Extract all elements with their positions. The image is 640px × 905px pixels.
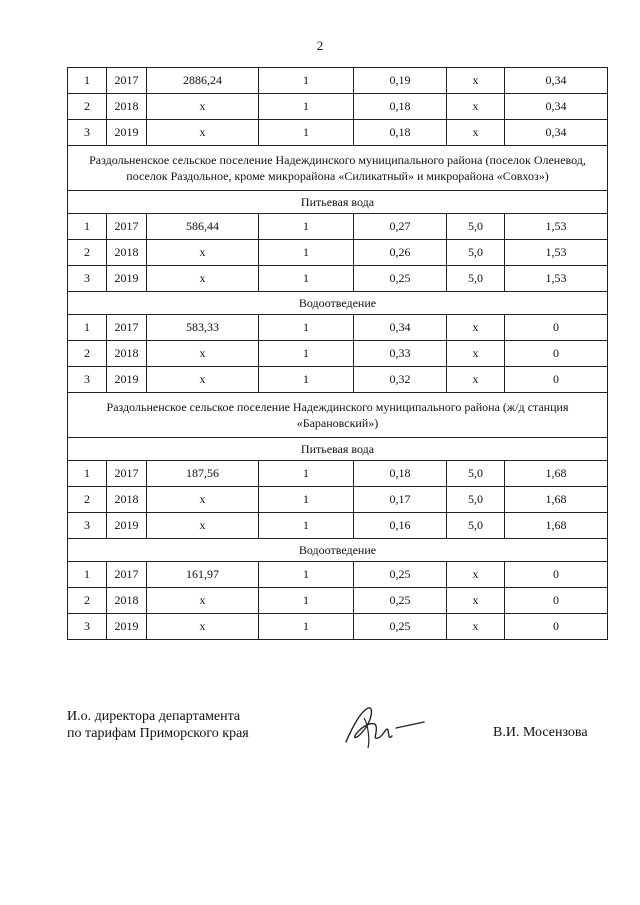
table-cell: 2018 (107, 240, 147, 266)
table-cell: 1 (259, 614, 354, 640)
table-row (68, 461, 608, 487)
subsection-header-row (68, 539, 608, 562)
table-cell: 0,18 (354, 461, 447, 487)
table-cell: 3 (68, 120, 107, 146)
table-cell: 1 (259, 341, 354, 367)
table-cell: 2017 (107, 214, 147, 240)
table-cell: 0,26 (354, 240, 447, 266)
signatory-title (67, 708, 249, 742)
table-cell: 0,34 (505, 94, 608, 120)
table-cell: 0,18 (354, 94, 447, 120)
table-cell: х (147, 266, 259, 292)
table-cell: 2019 (107, 614, 147, 640)
subsection-title: Водоотведение (68, 292, 608, 315)
table-cell: 1,53 (505, 266, 608, 292)
table-cell: х (447, 367, 505, 393)
table-cell: 1 (259, 588, 354, 614)
table-cell: 3 (68, 513, 107, 539)
table-cell: 161,97 (147, 562, 259, 588)
table-cell: 0,33 (354, 341, 447, 367)
table-cell: х (147, 341, 259, 367)
table-cell: х (147, 120, 259, 146)
subsection-header-row (68, 438, 608, 461)
table-cell: х (447, 315, 505, 341)
table-cell: 2019 (107, 513, 147, 539)
table-cell: х (147, 487, 259, 513)
handwritten-signature (338, 700, 428, 750)
table-cell: 2 (68, 240, 107, 266)
section-header-row (68, 393, 608, 438)
table-row (68, 266, 608, 292)
table-cell: 1 (259, 487, 354, 513)
table-cell: 0 (505, 315, 608, 341)
table-row (68, 588, 608, 614)
table-row (68, 240, 608, 266)
signatory-title-line2: по тарифам Приморского края (67, 726, 249, 741)
table-cell: х (147, 240, 259, 266)
table-cell: 5,0 (447, 461, 505, 487)
table-cell: 1 (68, 68, 107, 94)
subsection-title: Питьевая вода (68, 438, 608, 461)
table-cell: 1 (259, 240, 354, 266)
table-cell: 0 (505, 341, 608, 367)
table-cell: 1 (259, 214, 354, 240)
table-cell: 2017 (107, 562, 147, 588)
signatory-title-line1: И.о. директора департамента (67, 709, 241, 724)
table-cell: х (147, 588, 259, 614)
table-cell: 1,68 (505, 461, 608, 487)
table-cell: 1 (259, 266, 354, 292)
table-cell: 2019 (107, 266, 147, 292)
table-cell: 1 (68, 562, 107, 588)
table-cell: 2019 (107, 367, 147, 393)
table-cell: 1,68 (505, 513, 608, 539)
subsection-header-row (68, 191, 608, 214)
table-cell: 5,0 (447, 266, 505, 292)
table-cell: 0,17 (354, 487, 447, 513)
table-cell: 1 (259, 461, 354, 487)
table-cell: 3 (68, 367, 107, 393)
table-cell: х (447, 94, 505, 120)
table-cell: 3 (68, 266, 107, 292)
table-cell: 1 (68, 315, 107, 341)
table-cell: 1 (259, 68, 354, 94)
table-cell: х (447, 614, 505, 640)
table-row (68, 614, 608, 640)
table-cell: 2018 (107, 94, 147, 120)
table-cell: 5,0 (447, 513, 505, 539)
table-cell: х (147, 513, 259, 539)
table-row (68, 214, 608, 240)
table-row (68, 367, 608, 393)
table-cell: 586,44 (147, 214, 259, 240)
table-cell: 0,16 (354, 513, 447, 539)
table-cell: 0,34 (505, 68, 608, 94)
table-cell: 2 (68, 94, 107, 120)
table-cell: х (447, 120, 505, 146)
table-row (68, 94, 608, 120)
table-cell: 2886,24 (147, 68, 259, 94)
table-cell: 2019 (107, 120, 147, 146)
table-cell: 1,68 (505, 487, 608, 513)
table-cell: 1 (259, 315, 354, 341)
table-cell: 2017 (107, 315, 147, 341)
table-cell: 0,18 (354, 120, 447, 146)
table-row (68, 487, 608, 513)
section-title: Раздольненское сельское поселение Надеждинского муниципального района (ж/д станция «Барановский») (68, 393, 608, 438)
table-cell: 1 (68, 214, 107, 240)
table-cell: 2017 (107, 461, 147, 487)
table-row (68, 513, 608, 539)
table-cell: х (147, 614, 259, 640)
table-cell: 0,32 (354, 367, 447, 393)
table-cell: х (447, 341, 505, 367)
table-cell: 1 (68, 461, 107, 487)
table-cell: х (447, 68, 505, 94)
table-cell: 0 (505, 614, 608, 640)
subsection-header-row (68, 292, 608, 315)
table-cell: 5,0 (447, 240, 505, 266)
table-cell: 2017 (107, 68, 147, 94)
table-cell: 0,25 (354, 588, 447, 614)
table-cell: х (147, 367, 259, 393)
table-cell: 2 (68, 487, 107, 513)
table-cell: 3 (68, 614, 107, 640)
table-cell: 2018 (107, 487, 147, 513)
table-cell: 5,0 (447, 214, 505, 240)
table-cell: 1,53 (505, 214, 608, 240)
table-cell: 2018 (107, 341, 147, 367)
signatory-name: В.И. Мосензова (493, 725, 588, 740)
table-cell: 0 (505, 367, 608, 393)
table-cell: 0,34 (354, 315, 447, 341)
table-cell: 1 (259, 513, 354, 539)
subsection-title: Водоотведение (68, 539, 608, 562)
table-cell: 1 (259, 94, 354, 120)
table-cell: 583,33 (147, 315, 259, 341)
table-cell: 2 (68, 588, 107, 614)
table-cell: х (447, 588, 505, 614)
table-cell: 2 (68, 341, 107, 367)
table-cell: 2018 (107, 588, 147, 614)
table-cell: 0,25 (354, 614, 447, 640)
table-cell: 187,56 (147, 461, 259, 487)
page-number: 2 (316, 38, 324, 53)
table-cell: 0,19 (354, 68, 447, 94)
table-cell: 0,25 (354, 266, 447, 292)
table-cell: 5,0 (447, 487, 505, 513)
table-cell: 0,25 (354, 562, 447, 588)
table-cell: 1 (259, 562, 354, 588)
subsection-title: Питьевая вода (68, 191, 608, 214)
table-cell: 1 (259, 120, 354, 146)
section-title: Раздольненское сельское поселение Надеждинского муниципального района (поселок Оленевод, поселок Раздольное, кроме микрорайона «Силикатный» и микрорайона «Совхоз») (68, 146, 608, 191)
table-row (68, 341, 608, 367)
section-header-row (68, 146, 608, 191)
table-cell: 0,34 (505, 120, 608, 146)
table-row (68, 315, 608, 341)
table-cell: 1 (259, 367, 354, 393)
table-cell: х (147, 94, 259, 120)
table-cell: 1,53 (505, 240, 608, 266)
table-row (68, 562, 608, 588)
table-row (68, 68, 608, 94)
table-cell: 0 (505, 562, 608, 588)
table-cell: 0 (505, 588, 608, 614)
table-cell: 0,27 (354, 214, 447, 240)
tariff-table (67, 67, 608, 640)
table-cell: х (447, 562, 505, 588)
table-row (68, 120, 608, 146)
table-body (68, 68, 608, 640)
